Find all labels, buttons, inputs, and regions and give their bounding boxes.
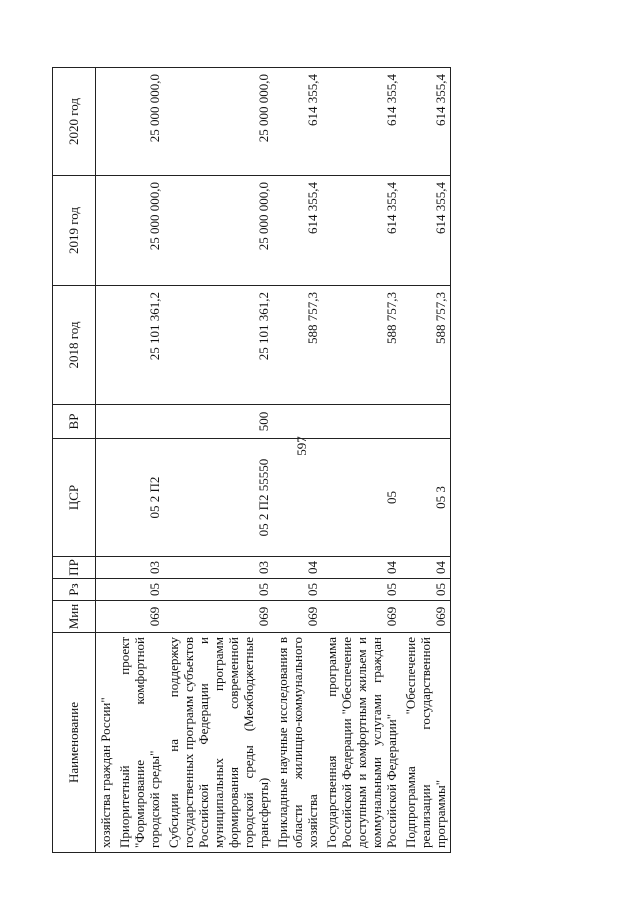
row-min: 069: [401, 601, 451, 633]
row-name: Приоритетный проект "Формирование комфортной городской среды": [115, 633, 164, 853]
table-row: [115, 68, 164, 853]
row-csr: [96, 439, 116, 557]
page-number: 597: [294, 436, 309, 456]
header-min: Мин: [53, 601, 96, 633]
header-2020: 2020 год: [53, 68, 96, 176]
row-2020: 614 355,4: [273, 68, 322, 176]
row-csr: 05 2 П2: [115, 439, 164, 557]
header-pr: ПР: [53, 557, 96, 579]
row-name: Подпрограмма "Обеспечение реализации государственной программы": [401, 633, 451, 853]
row-csr: 05: [322, 439, 401, 557]
row-2020: 614 355,4: [322, 68, 401, 176]
rotated-table-container: [52, 68, 597, 853]
row-min: 069: [164, 601, 273, 633]
row-min: [96, 601, 116, 633]
row-2018: 588 757,3: [401, 286, 451, 405]
row-vr: [273, 405, 322, 439]
row-csr: 05 2 П2 55550: [164, 439, 273, 557]
row-rz: [96, 579, 116, 601]
header-2019: 2019 год: [53, 176, 96, 286]
row-min: 069: [322, 601, 401, 633]
row-2020: 25 000 000,0: [164, 68, 273, 176]
table-row: [164, 68, 273, 853]
row-2018: [96, 286, 116, 405]
row-pr: 03: [115, 557, 164, 579]
row-min: 069: [273, 601, 322, 633]
header-rz: Рз: [53, 579, 96, 601]
row-pr: 03: [164, 557, 273, 579]
row-vr: [115, 405, 164, 439]
row-2019: 614 355,4: [401, 176, 451, 286]
table-header-row: [53, 68, 96, 853]
header-vr: ВР: [53, 405, 96, 439]
row-pr: 04: [401, 557, 451, 579]
table-row: [273, 68, 322, 853]
row-2019: 614 355,4: [273, 176, 322, 286]
row-2018: 588 757,3: [322, 286, 401, 405]
row-2019: 25 000 000,0: [164, 176, 273, 286]
row-vr: [322, 405, 401, 439]
table-row: [322, 68, 401, 853]
row-rz: 05: [115, 579, 164, 601]
row-vr: [401, 405, 451, 439]
table-row: [401, 68, 451, 853]
row-pr: 04: [322, 557, 401, 579]
row-2018: 25 101 361,2: [164, 286, 273, 405]
row-vr: [96, 405, 116, 439]
header-2018: 2018 год: [53, 286, 96, 405]
budget-table-region: [52, 68, 597, 853]
row-name: Государственная программа Российской Федерации "Обеспечение доступным и комфортным жильем и коммунальными услугами граждан Российской Федерации": [322, 633, 401, 853]
row-2018: 588 757,3: [273, 286, 322, 405]
row-2020: 614 355,4: [401, 68, 451, 176]
table-row: [96, 68, 116, 853]
header-name: Наименование: [53, 633, 96, 853]
row-min: 069: [115, 601, 164, 633]
header-csr: ЦСР: [53, 439, 96, 557]
row-rz: 05: [322, 579, 401, 601]
row-2019: [96, 176, 116, 286]
row-2019: 25 000 000,0: [115, 176, 164, 286]
row-2019: 614 355,4: [322, 176, 401, 286]
row-pr: 04: [273, 557, 322, 579]
row-csr: 05 3: [401, 439, 451, 557]
row-name: Прикладные научные исследования в области жилищно-коммунального хозяйства: [273, 633, 322, 853]
row-2020: [96, 68, 116, 176]
row-name: Субсидии на поддержку государственных программ субъектов Российской Федерации и муниципальных программ формирования современной городской среды (Межбюджетные трансферты): [164, 633, 273, 853]
row-rz: 05: [401, 579, 451, 601]
row-csr: [273, 439, 322, 557]
row-2018: 25 101 361,2: [115, 286, 164, 405]
row-rz: 05: [164, 579, 273, 601]
row-2020: 25 000 000,0: [115, 68, 164, 176]
row-pr: [96, 557, 116, 579]
row-rz: 05: [273, 579, 322, 601]
row-vr: 500: [164, 405, 273, 439]
budget-table: [52, 67, 451, 853]
row-name: хозяйства граждан России": [96, 633, 116, 853]
